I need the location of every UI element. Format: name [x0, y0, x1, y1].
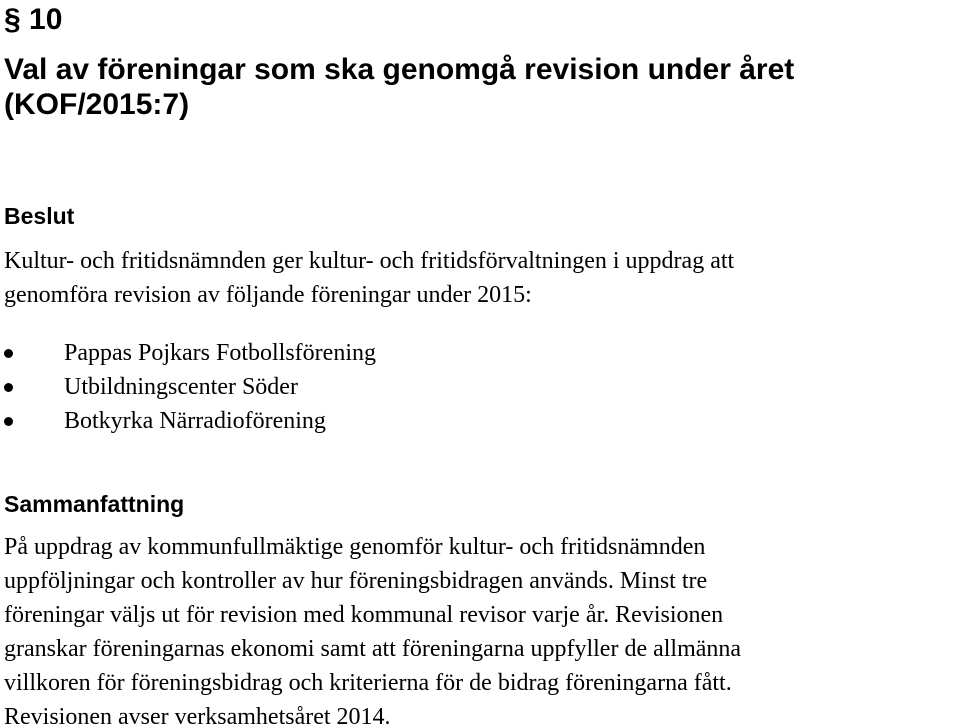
paragraph-line: Revisionen avser verksamhetsåret 2014. [4, 704, 391, 725]
list-item [0, 336, 700, 370]
beslut-paragraph [4, 244, 958, 312]
list-item [0, 404, 700, 438]
list-item [0, 370, 700, 404]
bullet-icon [4, 383, 13, 392]
bullet-icon [4, 349, 13, 358]
summary-paragraph [4, 530, 958, 725]
title-line: (KOF/2015:7) [4, 88, 190, 121]
list-item-label: Pappas Pojkars Fotbollsförening [64, 340, 376, 366]
paragraph-line: uppföljningar och kontroller av hur föreningsbidragen används. Minst tre [4, 568, 708, 594]
paragraph-line: villkoren för föreningsbidrag och kriterierna för de bidrag föreningarna fått. [4, 670, 732, 696]
section-number: § 10 [4, 3, 63, 36]
title-line: Val av föreningar som ska genomgå revision under året [4, 53, 795, 86]
paragraph-line: granskar föreningarnas ekonomi samt att föreningarna uppfyller de allmänna [4, 636, 742, 662]
sammanfattning-heading: Sammanfattning [4, 491, 185, 517]
list-item-label: Botkyrka Närradioförening [64, 408, 326, 434]
list-item-label: Utbildningscenter Söder [64, 374, 298, 400]
association-list [0, 336, 700, 438]
paragraph-line: På uppdrag av kommunfullmäktige genomför kultur- och fritidsnämnden [4, 534, 706, 560]
paragraph-line: föreningar väljs ut för revision med kommunal revisor varje år. Revisionen [4, 602, 724, 628]
bullet-icon [4, 417, 13, 426]
paragraph-line: genomföra revision av följande föreningar under 2015: [4, 282, 532, 308]
paragraph-line: Kultur- och fritidsnämnden ger kultur- och fritidsförvaltningen i uppdrag att [4, 248, 735, 274]
page-title [4, 52, 954, 122]
beslut-heading: Beslut [4, 203, 75, 229]
